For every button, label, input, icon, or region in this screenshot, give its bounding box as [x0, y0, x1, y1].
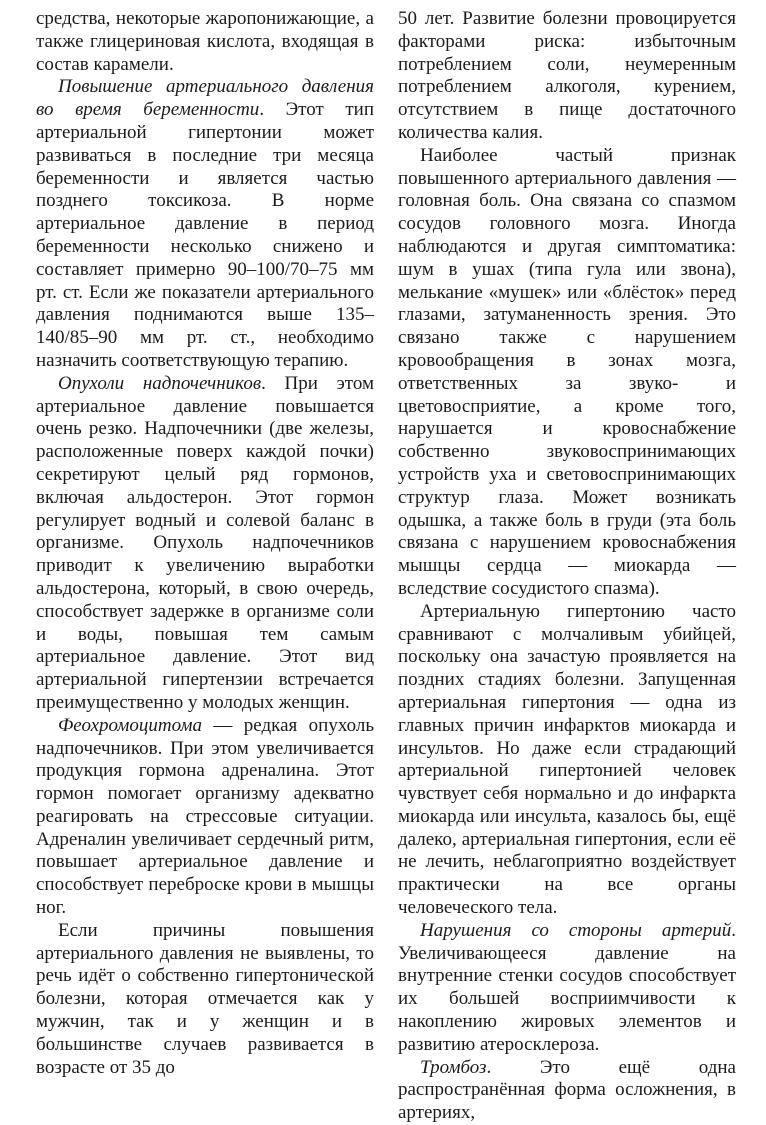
- paragraph-continuation: средства, некоторые жаропонижающие, а также глицериновая кислота, входящая в состав карамели.: [36, 8, 374, 75]
- right-column: [398, 8, 736, 1124]
- paragraph-text: . Этот тип артериальной гипертонии может развиваться в последние три месяца беременности и является частью позднего токсикоза. В норме артериальное давление в период беременности несколько снижено и составляет примерно 90–100/70–75 мм рт. ст. Если же показатели артериального давления поднимаются выше 135–140/85–90 мм рт. ст., необходимо назначить соответствующую терапию.: [36, 99, 374, 371]
- runin-heading: Нарушения со стороны артерий: [420, 919, 732, 941]
- paragraph-pheochromocytoma: [36, 715, 374, 920]
- runin-heading: Опухоли надпочечников: [58, 372, 262, 394]
- runin-heading: Феохромоцитома: [58, 714, 203, 736]
- paragraph-text: . Это ещё одна распространённая форма осложнения, в артериях,: [398, 1056, 736, 1124]
- paragraph-arteries: [398, 920, 736, 1057]
- runin-heading: Повышение артериального давления во время беременности: [36, 76, 374, 121]
- runin-heading: Тромбоз: [420, 1056, 487, 1078]
- paragraph-symptoms: Наиболее частый признак повышенного артериального давления — головная боль. Она связана со спазмом сосудов головного мозга. Иногда наблюдаются и другая симптоматика: шум в ушах (типа гула или звона), мелькание «мушек» или «блёсток» перед глазами, затуманенность зрения. Это связано также с нарушением кровообращения в зонах мозга, ответственных за звуко- и цветовосприятие, а кроме того, нарушается и кровоснабжение собственно звуковоспринимающих устройств уха и световоспринимающих структур глаза. Может возникать одышка, а также боль в груди (эта боль связана с нарушением кровоснабжения мышцы сердца — миокарда — вследствие сосудистого спазма).: [398, 144, 736, 599]
- paragraph-thrombosis: [398, 1057, 736, 1125]
- paragraph-pregnancy: [36, 76, 374, 372]
- paragraph-adrenal-tumors: [36, 373, 374, 715]
- left-column: [36, 8, 374, 1078]
- paragraph-silent-killer: Артериальную гипертонию часто сравнивают с молчаливым убийцей, поскольку она зачастую проявляется на поздних стадиях болезни. Запущенная артериальная гипертония — одна из главных причин инфарктов миокарда и инсультов. Но даже если страдающий артериальной гипертонией человек чувствует себя нормально и до инфаркта миокарда или инсульта, казалось бы, ещё далеко, артериальная гипертония, если её не лечить, неблагоприятно воздействует практически на все органы человеческого тела.: [398, 600, 736, 919]
- paragraph-text: . Увеличивающееся давление на внутренние стенки сосудов способствует их большей восприимчивости к накоплению жировых элементов и развитию атеросклероза.: [398, 919, 736, 1055]
- paragraph-text: . При этом артериальное давление повышается очень резко. Надпочечники (две железы, расположенные поверх каждой почки) секретируют целый ряд гормонов, включая альдостерон. Этот гормон регулирует водный и солевой баланс в организме. Опухоль надпочечников приводит к увеличению выработки альдостерона, который, в свою очередь, способствует задержке в организме соли и воды, повышая тем самым артериальное давление. Этот вид артериальной гипертензии встречается преимущественно у молодых женщин.: [36, 372, 374, 713]
- paragraph-causes: Если причины повышения артериального давления не выявлены, то речь идёт о собственно гипертонической болезни, которая отмечается как у мужчин, так и у женщин и в большинстве случаев развивается в возрасте от 35 до: [36, 919, 374, 1078]
- paragraph-text: — редкая опухоль надпочечников. При этом увеличивается продукция гормона адреналина. Этот гормон помогает организму адекватно реагировать на стрессовые ситуации. Адреналин увеличивает сердечный ритм, повышает артериальное давление и способствует переброске крови в мышцы ног.: [36, 714, 374, 919]
- paragraph-continuation: 50 лет. Развитие болезни провоцируется факторами риска: избыточным потреблением соли, неумеренным потреблением алкоголя, курением, отсутствием в пище достаточного количества калия.: [398, 8, 736, 143]
